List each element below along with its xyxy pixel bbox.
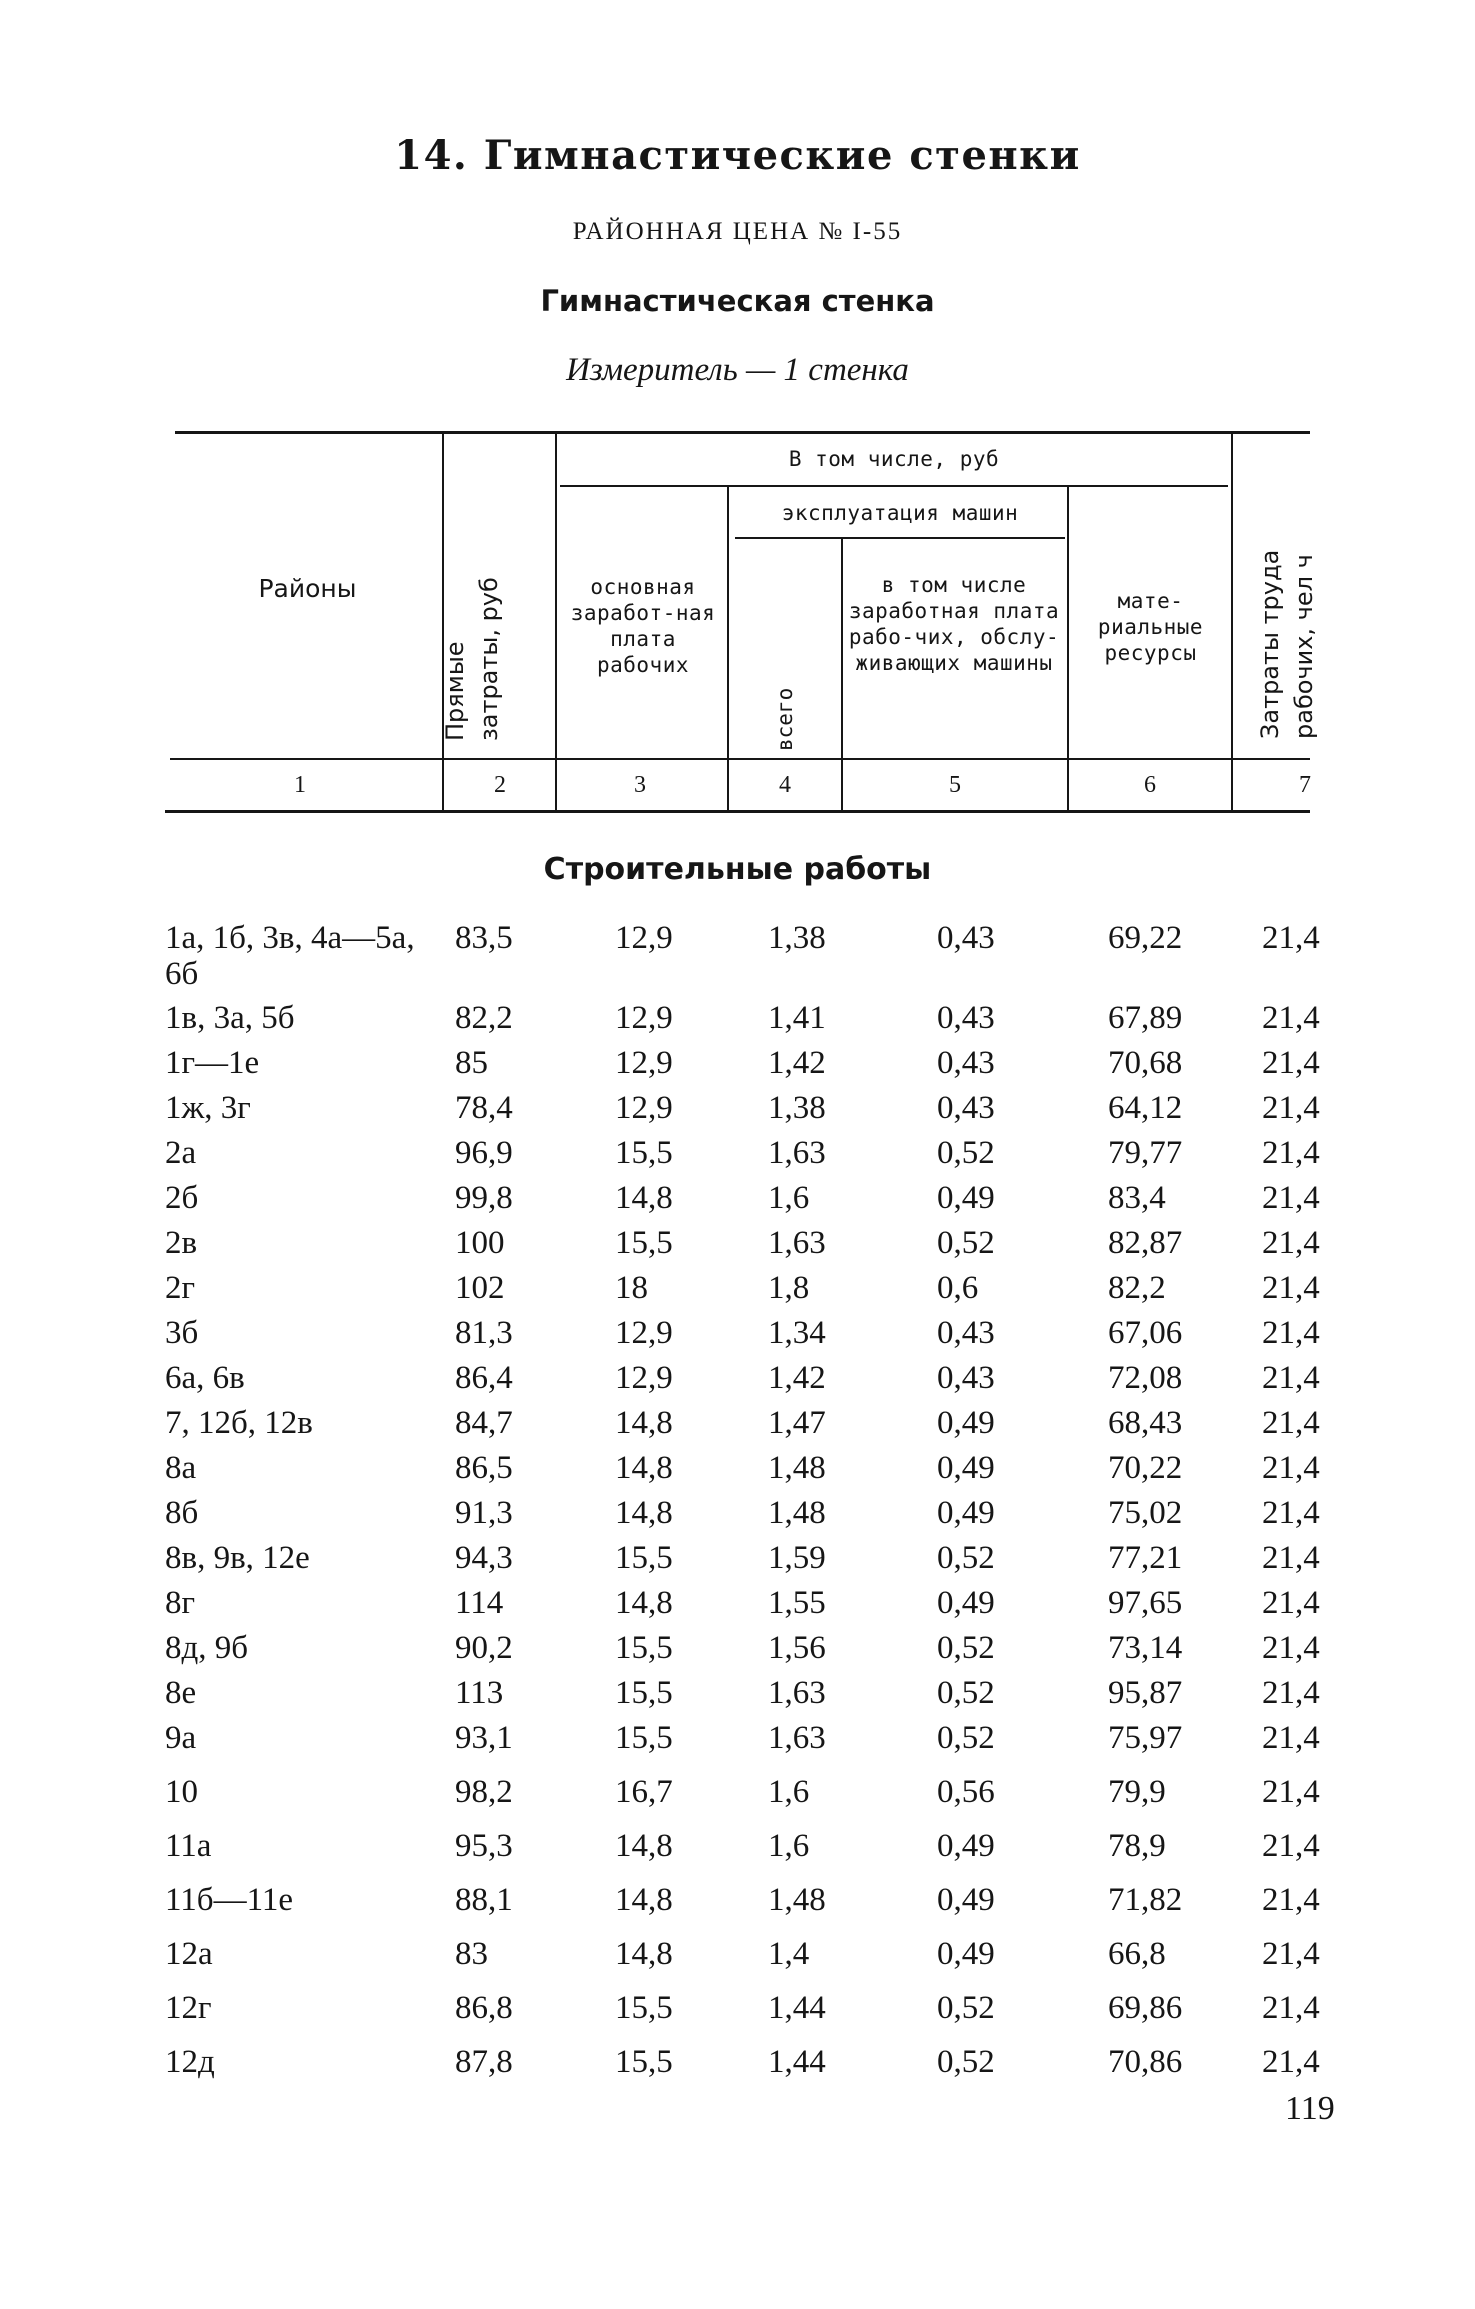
value-cell: 15,5	[615, 1540, 673, 1576]
table-row	[0, 1720, 1475, 1764]
value-cell: 15,5	[615, 1720, 673, 1756]
value-cell: 12,9	[615, 1000, 673, 1036]
value-cell: 72,08	[1108, 1360, 1183, 1396]
value-cell: 1,6	[768, 1774, 810, 1810]
header-incl-wage: в том числе заработная плата рабо-чих, обслу-живающих машины	[848, 573, 1060, 675]
table-row	[0, 1828, 1475, 1872]
region-cell: 11а	[165, 1828, 212, 1864]
value-cell: 96,9	[455, 1135, 513, 1171]
value-cell: 21,4	[1262, 1180, 1320, 1216]
value-cell: 21,4	[1262, 1882, 1320, 1918]
region-cell: 12д	[165, 2044, 215, 2080]
value-cell: 100	[455, 1225, 505, 1261]
value-cell: 15,5	[615, 1630, 673, 1666]
value-cell: 66,8	[1108, 1936, 1166, 1972]
value-cell: 1,63	[768, 1135, 826, 1171]
value-cell: 21,4	[1262, 1990, 1320, 2026]
value-cell: 0,52	[937, 1990, 995, 2026]
value-cell: 0,43	[937, 1000, 995, 1036]
value-cell: 0,43	[937, 1090, 995, 1126]
colnum-7: 7	[1299, 772, 1311, 798]
value-cell: 21,4	[1262, 1495, 1320, 1531]
value-cell: 81,3	[455, 1315, 513, 1351]
table-row	[0, 1000, 1475, 1044]
value-cell: 21,4	[1262, 1936, 1320, 1972]
region-cell: 3б	[165, 1315, 199, 1351]
value-cell: 21,4	[1262, 1360, 1320, 1396]
value-cell: 69,86	[1108, 1990, 1183, 2026]
table-row	[0, 1405, 1475, 1449]
region-cell: 8а	[165, 1450, 197, 1486]
value-cell: 0,43	[937, 920, 995, 956]
value-cell: 15,5	[615, 1990, 673, 2026]
value-cell: 21,4	[1262, 1675, 1320, 1711]
table-row	[0, 1585, 1475, 1629]
table-row	[0, 1630, 1475, 1674]
region-cell: 9а	[165, 1720, 197, 1756]
region-cell: 1в, 3а, 5б	[165, 1000, 295, 1036]
value-cell: 1,34	[768, 1315, 826, 1351]
value-cell: 14,8	[615, 1450, 673, 1486]
value-cell: 82,87	[1108, 1225, 1183, 1261]
value-cell: 1,63	[768, 1225, 826, 1261]
value-cell: 86,5	[455, 1450, 513, 1486]
value-cell: 0,49	[937, 1405, 995, 1441]
value-cell: 82,2	[1108, 1270, 1166, 1306]
value-cell: 67,06	[1108, 1315, 1183, 1351]
value-cell: 14,8	[615, 1828, 673, 1864]
value-cell: 82,2	[455, 1000, 513, 1036]
region-cell: 12г	[165, 1990, 212, 2026]
value-cell: 87,8	[455, 2044, 513, 2080]
value-cell: 0,49	[937, 1180, 995, 1216]
value-cell: 83,5	[455, 920, 513, 956]
table-top-rule	[175, 431, 1310, 434]
value-cell: 1,48	[768, 1882, 826, 1918]
value-cell: 102	[455, 1270, 505, 1306]
colnum-5: 5	[949, 772, 961, 798]
value-cell: 93,1	[455, 1720, 513, 1756]
value-cell: 0,52	[937, 1135, 995, 1171]
value-cell: 21,4	[1262, 1585, 1320, 1621]
value-cell: 21,4	[1262, 1090, 1320, 1126]
region-cell: 7, 12б, 12в	[165, 1405, 313, 1441]
value-cell: 1,38	[768, 920, 826, 956]
region-cell: 2б	[165, 1180, 199, 1216]
value-cell: 0,43	[937, 1045, 995, 1081]
header-labor: Затраты труда рабочих, чел ч	[1256, 549, 1318, 739]
header-total: всего	[773, 687, 797, 751]
header-machine-operation: эксплуатация машин	[781, 501, 1019, 525]
value-cell: 0,52	[937, 1540, 995, 1576]
value-cell: 95,87	[1108, 1675, 1183, 1711]
value-cell: 1,6	[768, 1828, 810, 1864]
district-price-label: РАЙОННАЯ ЦЕНА № I-55	[572, 218, 903, 245]
header-including: В том числе, руб	[788, 447, 1000, 471]
value-cell: 21,4	[1262, 1774, 1320, 1810]
value-cell: 85	[455, 1045, 488, 1081]
table-row	[0, 1225, 1475, 1269]
value-cell: 114	[455, 1585, 504, 1621]
table-row	[0, 1450, 1475, 1494]
region-cell: 1г—1е	[165, 1045, 260, 1081]
value-cell: 21,4	[1262, 1828, 1320, 1864]
region-cell: 8в, 9в, 12е	[165, 1540, 310, 1576]
region-cell: 2а	[165, 1135, 197, 1171]
value-cell: 0,49	[937, 1450, 995, 1486]
value-cell: 98,2	[455, 1774, 513, 1810]
value-cell: 73,14	[1108, 1630, 1183, 1666]
value-cell: 14,8	[615, 1495, 673, 1531]
value-cell: 21,4	[1262, 1045, 1320, 1081]
value-cell: 1,63	[768, 1675, 826, 1711]
table-row	[0, 2044, 1475, 2088]
value-cell: 70,68	[1108, 1045, 1183, 1081]
column-numbers-bottom-rule	[165, 810, 1310, 813]
value-cell: 91,3	[455, 1495, 513, 1531]
value-cell: 21,4	[1262, 1225, 1320, 1261]
col-divider-6	[1231, 433, 1233, 811]
header-regions: Районы	[258, 574, 357, 603]
value-cell: 68,43	[1108, 1405, 1183, 1441]
value-cell: 21,4	[1262, 1540, 1320, 1576]
value-cell: 1,44	[768, 2044, 826, 2080]
value-cell: 15,5	[615, 1225, 673, 1261]
region-cell: 8е	[165, 1675, 197, 1711]
value-cell: 70,22	[1108, 1450, 1183, 1486]
value-cell: 94,3	[455, 1540, 513, 1576]
value-cell: 0,56	[937, 1774, 995, 1810]
table-row	[0, 1270, 1475, 1314]
value-cell: 1,41	[768, 1000, 826, 1036]
value-cell: 14,8	[615, 1180, 673, 1216]
table-row	[0, 1135, 1475, 1179]
value-cell: 1,38	[768, 1090, 826, 1126]
value-cell: 79,9	[1108, 1774, 1166, 1810]
colnum-3: 3	[634, 772, 646, 798]
value-cell: 95,3	[455, 1828, 513, 1864]
value-cell: 75,02	[1108, 1495, 1183, 1531]
value-cell: 12,9	[615, 1360, 673, 1396]
table-row	[0, 920, 1475, 992]
region-cell: 1ж, 3г	[165, 1090, 251, 1126]
value-cell: 16,7	[615, 1774, 673, 1810]
value-cell: 78,9	[1108, 1828, 1166, 1864]
value-cell: 1,42	[768, 1360, 826, 1396]
value-cell: 1,48	[768, 1450, 826, 1486]
value-cell: 0,52	[937, 1675, 995, 1711]
table-row	[0, 1360, 1475, 1404]
colnum-6: 6	[1144, 772, 1156, 798]
region-cell: 11б—11е	[165, 1882, 293, 1918]
value-cell: 99,8	[455, 1180, 513, 1216]
table-row	[0, 1180, 1475, 1224]
col-divider-5	[1067, 487, 1069, 811]
value-cell: 14,8	[615, 1882, 673, 1918]
value-cell: 12,9	[615, 1045, 673, 1081]
region-cell: 8г	[165, 1585, 196, 1621]
header-base-wage: основная заработ-ная плата рабочих	[570, 575, 716, 677]
value-cell: 14,8	[615, 1585, 673, 1621]
value-cell: 1,47	[768, 1405, 826, 1441]
colnum-4: 4	[779, 772, 791, 798]
value-cell: 77,21	[1108, 1540, 1183, 1576]
table-row	[0, 1882, 1475, 1926]
value-cell: 1,42	[768, 1045, 826, 1081]
table-row	[0, 1990, 1475, 2034]
value-cell: 21,4	[1262, 1135, 1320, 1171]
region-cell: 8д, 9б	[165, 1630, 249, 1666]
value-cell: 0,6	[937, 1270, 979, 1306]
table-row	[0, 1774, 1475, 1818]
region-cell: 1а, 1б, 3в, 4а—5а, 6б	[165, 920, 415, 992]
including-underline	[560, 485, 1228, 487]
value-cell: 21,4	[1262, 1630, 1320, 1666]
value-cell: 18	[615, 1270, 648, 1306]
table-row	[0, 1495, 1475, 1539]
col-divider-2	[555, 433, 557, 811]
value-cell: 0,52	[937, 1630, 995, 1666]
value-cell: 1,8	[768, 1270, 810, 1306]
colnum-1: 1	[294, 772, 306, 798]
value-cell: 83	[455, 1936, 488, 1972]
value-cell: 21,4	[1262, 2044, 1320, 2080]
unit-of-measure: Измеритель — 1 стенка	[566, 352, 909, 388]
table-row	[0, 1090, 1475, 1134]
value-cell: 88,1	[455, 1882, 513, 1918]
value-cell: 1,56	[768, 1630, 826, 1666]
value-cell: 1,63	[768, 1720, 826, 1756]
value-cell: 1,59	[768, 1540, 826, 1576]
region-cell: 12а	[165, 1936, 213, 1972]
table-row	[0, 1675, 1475, 1719]
value-cell: 21,4	[1262, 1450, 1320, 1486]
value-cell: 14,8	[615, 1405, 673, 1441]
region-cell: 10	[165, 1774, 198, 1810]
value-cell: 97,65	[1108, 1585, 1183, 1621]
value-cell: 21,4	[1262, 1270, 1320, 1306]
value-cell: 78,4	[455, 1090, 513, 1126]
region-cell: 2г	[165, 1270, 196, 1306]
region-cell: 6а, 6в	[165, 1360, 245, 1396]
value-cell: 79,77	[1108, 1135, 1183, 1171]
col-divider-3	[727, 487, 729, 811]
value-cell: 21,4	[1262, 1720, 1320, 1756]
table-row	[0, 1045, 1475, 1089]
value-cell: 15,5	[615, 1675, 673, 1711]
value-cell: 21,4	[1262, 920, 1320, 956]
value-cell: 21,4	[1262, 1000, 1320, 1036]
value-cell: 1,4	[768, 1936, 810, 1972]
value-cell: 0,52	[937, 1225, 995, 1261]
header-bottom-rule	[170, 758, 1310, 760]
col-divider-4	[841, 539, 843, 811]
value-cell: 0,52	[937, 1720, 995, 1756]
section-title: Строительные работы	[543, 852, 932, 887]
header-direct-costs: Прямые затраты, руб	[441, 577, 503, 741]
table-row	[0, 1936, 1475, 1980]
value-cell: 21,4	[1262, 1315, 1320, 1351]
value-cell: 75,97	[1108, 1720, 1183, 1756]
value-cell: 12,9	[615, 1315, 673, 1351]
value-cell: 14,8	[615, 1936, 673, 1972]
value-cell: 1,48	[768, 1495, 826, 1531]
value-cell: 0,49	[937, 1495, 995, 1531]
value-cell: 71,82	[1108, 1882, 1183, 1918]
value-cell: 90,2	[455, 1630, 513, 1666]
region-cell: 2в	[165, 1225, 198, 1261]
value-cell: 12,9	[615, 920, 673, 956]
page-number: 119	[1285, 2090, 1335, 2127]
value-cell: 67,89	[1108, 1000, 1183, 1036]
value-cell: 84,7	[455, 1405, 513, 1441]
item-title: Гимнастическая стенка	[540, 284, 935, 318]
value-cell: 69,22	[1108, 920, 1183, 956]
value-cell: 0,49	[937, 1882, 995, 1918]
machine-underline	[735, 537, 1065, 539]
value-cell: 1,55	[768, 1585, 826, 1621]
value-cell: 0,49	[937, 1936, 995, 1972]
value-cell: 0,52	[937, 2044, 995, 2080]
value-cell: 15,5	[615, 1135, 673, 1171]
value-cell: 86,8	[455, 1990, 513, 2026]
colnum-2: 2	[494, 772, 506, 798]
value-cell: 0,43	[937, 1360, 995, 1396]
value-cell: 15,5	[615, 2044, 673, 2080]
value-cell: 64,12	[1108, 1090, 1183, 1126]
value-cell: 21,4	[1262, 1405, 1320, 1441]
table-row	[0, 1540, 1475, 1584]
value-cell: 12,9	[615, 1090, 673, 1126]
value-cell: 70,86	[1108, 2044, 1183, 2080]
value-cell: 86,4	[455, 1360, 513, 1396]
header-materials: мате-риальные ресурсы	[1097, 589, 1204, 665]
value-cell: 0,49	[937, 1828, 995, 1864]
value-cell: 0,49	[937, 1585, 995, 1621]
value-cell: 1,44	[768, 1990, 826, 2026]
value-cell: 0,43	[937, 1315, 995, 1351]
page-title: 14. Гимнастические стенки	[394, 132, 1081, 179]
value-cell: 1,6	[768, 1180, 810, 1216]
table-row	[0, 1315, 1475, 1359]
region-cell: 8б	[165, 1495, 199, 1531]
value-cell: 113	[455, 1675, 504, 1711]
value-cell: 83,4	[1108, 1180, 1166, 1216]
